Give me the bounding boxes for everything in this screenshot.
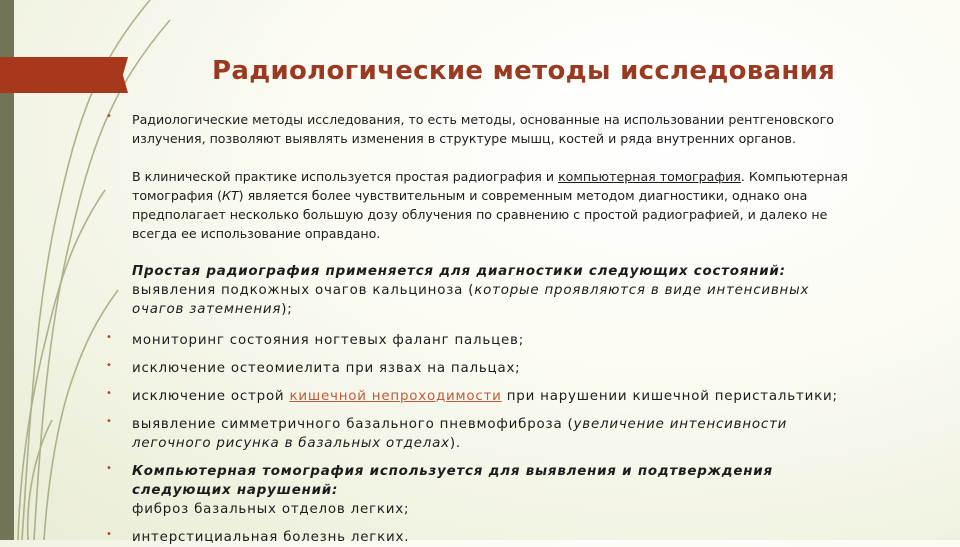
item5-italic-1: увеличение интенсивности [573, 417, 788, 432]
item-pneumofibrosis [132, 415, 920, 453]
item-osteomyelitis: исключение остеомиелита при язвах на пальцах; [132, 361, 521, 376]
list-item [100, 359, 920, 378]
intro-line-2: излучения, позволяют выявлять изменения в структуре мышц, костей и ряда внутренних органов. [132, 131, 796, 146]
item5-italic-2: легочного рисунка в базальных отделах [132, 436, 450, 451]
item-nail-monitoring: мониторинг состояния ногтевых фаланг пальцев; [132, 333, 525, 348]
title-accent-band [0, 57, 128, 93]
radiography-italic-1: которые проявляются в виде интенсивных [474, 283, 810, 298]
ct-text-f: всегда ее использование оправдано. [132, 226, 381, 241]
bullet-icon: • [106, 529, 112, 540]
item5-text-b: ). [449, 436, 461, 451]
item-ct-usage [132, 462, 920, 519]
ct-link[interactable]: компьютерная томография [558, 169, 741, 184]
radiography-text-b: ); [281, 302, 293, 317]
item-intestinal-obstruction [132, 387, 920, 406]
ct-text-c: томография ( [132, 188, 223, 203]
ct-abbreviation: КТ [222, 188, 239, 203]
bullet-icon: • [106, 463, 112, 474]
list-item [100, 415, 920, 453]
bullet-icon: • [106, 416, 112, 427]
ct-text-b: . Компьютерная [740, 169, 848, 184]
radiography-text-a: выявления подкожных очагов кальциноза ( [132, 283, 475, 298]
item4-text-a: исключение острой [132, 389, 290, 404]
ct-paragraph [132, 167, 920, 243]
list-item [100, 110, 920, 319]
item5-text-a: выявление симметричного базального пневмофиброза ( [132, 417, 574, 432]
list-item [100, 528, 920, 547]
ct-usage-text: фиброз базальных отделов легких; [132, 502, 410, 517]
intro-line-1: Радиологические методы исследования, то есть методы, основанные на использовании рентгеновского [132, 112, 834, 127]
page-title: Радиологические методы исследования [212, 56, 836, 86]
radiography-italic-2: очагов затемнения [132, 302, 282, 317]
item-interstitial-disease: интерстициальная болезнь легких. [132, 530, 410, 545]
radiography-paragraph [132, 262, 920, 319]
ct-usage-heading-1: Компьютерная томография используется для выявления и подтверждения [132, 464, 773, 479]
list-item [100, 387, 920, 406]
bullet-icon: • [106, 111, 112, 122]
ct-usage-heading-2: следующих нарушений: [132, 483, 339, 498]
slide-content [100, 110, 920, 547]
radiography-heading: Простая радиография применяется для диагностики следующих состояний: [132, 264, 786, 279]
list-item [100, 462, 920, 519]
intro-paragraph [132, 110, 920, 148]
bullet-icon: • [106, 360, 112, 371]
intestinal-obstruction-link[interactable]: кишечной непроходимости [289, 389, 502, 404]
ct-text-d: ) является более чувствительным и современным методом диагностики, однако она [238, 188, 808, 203]
ct-text-a: В клинической практике используется простая радиография и [132, 169, 559, 184]
ct-text-e: предполагает несколько большую дозу облучения по сравнению с простой радиографией, и далеко не [132, 207, 828, 222]
list-item [100, 331, 920, 350]
bullet-icon: • [106, 388, 112, 399]
bullet-icon: • [106, 332, 112, 343]
item4-text-b: при нарушении кишечной перистальтики; [501, 389, 838, 404]
